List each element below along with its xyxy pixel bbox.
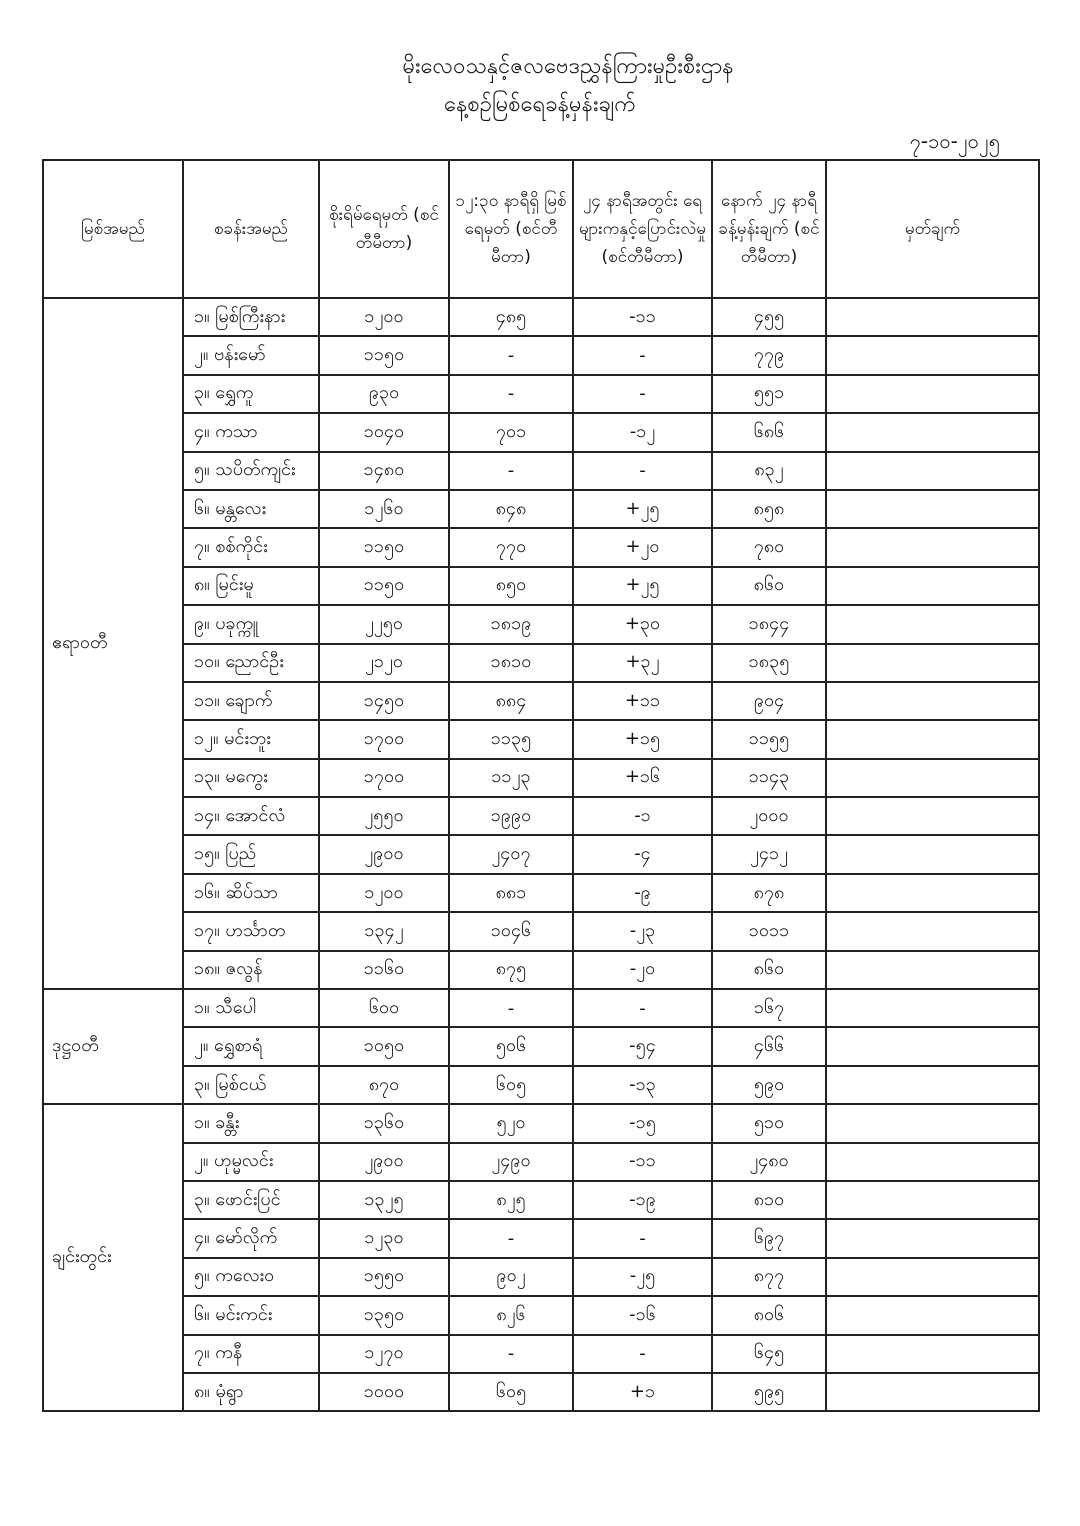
current-level-cell: - — [449, 336, 573, 374]
table-row — [43, 375, 1039, 413]
table-row — [43, 759, 1039, 797]
station-name-cell: ၃။ ရွှေကူ — [183, 375, 319, 413]
danger-level-cell: ၁၃၂၅ — [319, 1181, 449, 1219]
danger-level-cell: ၈၇၀ — [319, 1066, 449, 1104]
station-name-cell: ၁၁။ ချောက် — [183, 682, 319, 720]
current-level-cell: - — [449, 375, 573, 413]
table-row — [43, 528, 1039, 566]
column-header-forecast: နောက် ၂၄ နာရီ ခန့်မှန်းချက် (စင်တီမီတာ) — [712, 160, 826, 298]
remarks-cell — [826, 452, 1039, 490]
danger-level-cell: ၁၂၀၀ — [319, 298, 449, 336]
forecast-cell: ၆၉၇ — [712, 1219, 826, 1257]
current-level-cell: ၉၀၂ — [449, 1258, 573, 1296]
current-level-cell: ၁၁၃၅ — [449, 720, 573, 758]
level-change-cell: -၁၉ — [573, 1181, 712, 1219]
level-change-cell: - — [573, 452, 712, 490]
danger-level-cell: ၁၃၅၀ — [319, 1296, 449, 1334]
station-name-cell: ၁။ သီပေါ — [183, 989, 319, 1027]
remarks-cell — [826, 490, 1039, 528]
forecast-cell: ၂၄၈၀ — [712, 1143, 826, 1181]
level-change-cell: -၅၄ — [573, 1027, 712, 1065]
danger-level-cell: ၁၄၅၀ — [319, 682, 449, 720]
level-change-cell: -၁ — [573, 797, 712, 835]
remarks-cell — [826, 874, 1039, 912]
remarks-cell — [826, 951, 1039, 989]
forecast-cell: ၂၀၀၀ — [712, 797, 826, 835]
level-change-cell: +၁ — [573, 1373, 712, 1411]
station-name-cell: ၅။ သပိတ်ကျင်း — [183, 452, 319, 490]
current-level-cell: ၁၁၂၃ — [449, 759, 573, 797]
station-name-cell: ၁၂။ မင်းဘူး — [183, 720, 319, 758]
station-name-cell: ၃။ မြစ်ငယ် — [183, 1066, 319, 1104]
danger-level-cell: ၁၂၃၀ — [319, 1219, 449, 1257]
remarks-cell — [826, 1373, 1039, 1411]
forecast-cell: ၅၉၅ — [712, 1373, 826, 1411]
current-level-cell: ၆၀၅ — [449, 1066, 573, 1104]
remarks-cell — [826, 1066, 1039, 1104]
remarks-cell — [826, 989, 1039, 1027]
station-name-cell: ၁၈။ ဇလွန် — [183, 951, 319, 989]
table-row — [43, 1181, 1039, 1219]
current-level-cell: ၈၂၆ — [449, 1296, 573, 1334]
danger-level-cell: ၁၀၄၀ — [319, 413, 449, 451]
table-row — [43, 1066, 1039, 1104]
table-row — [43, 1143, 1039, 1181]
station-name-cell: ၉။ ပခုက္ကူ — [183, 605, 319, 643]
forecast-cell: ၄၅၅ — [712, 298, 826, 336]
remarks-cell — [826, 567, 1039, 605]
station-name-cell: ၁၄။ အောင်လံ — [183, 797, 319, 835]
table-row — [43, 874, 1039, 912]
current-level-cell: ၈၅၀ — [449, 567, 573, 605]
remarks-cell — [826, 759, 1039, 797]
table-row — [43, 298, 1039, 336]
station-name-cell: ၇။ စစ်ကိုင်း — [183, 528, 319, 566]
danger-level-cell: ၁၁၅၀ — [319, 336, 449, 374]
current-level-cell: ၈၈၄ — [449, 682, 573, 720]
forecast-cell: ၈၇၇ — [712, 1258, 826, 1296]
level-change-cell: - — [573, 1219, 712, 1257]
forecast-cell: ၁၆၇ — [712, 989, 826, 1027]
station-name-cell: ၄။ မော်လိုက် — [183, 1219, 319, 1257]
danger-level-cell: ၂၂၅၀ — [319, 605, 449, 643]
level-change-cell: +၂၅ — [573, 567, 712, 605]
remarks-cell — [826, 1296, 1039, 1334]
table-row — [43, 1027, 1039, 1065]
remarks-cell — [826, 1143, 1039, 1181]
station-name-cell: ၂။ ဟုမ္မလင်း — [183, 1143, 319, 1181]
level-change-cell: -၁၅ — [573, 1104, 712, 1142]
station-name-cell: ၆။ မန္တလေး — [183, 490, 319, 528]
danger-level-cell: ၂၁၂၀ — [319, 644, 449, 682]
station-name-cell: ၆။ မင်းကင်း — [183, 1296, 319, 1334]
level-change-cell: - — [573, 989, 712, 1027]
document-title: မိုးလေဝသနှင့်ဇလဗေဒညွှန်ကြားမှုဦးစီးဌာန — [402, 54, 734, 79]
level-change-cell: -၁၁ — [573, 1143, 712, 1181]
remarks-cell — [826, 1104, 1039, 1142]
river-name-cell: ဧရာဝတီ — [43, 298, 183, 989]
table-row — [43, 1335, 1039, 1373]
danger-level-cell: ၁၅၅၀ — [319, 1258, 449, 1296]
danger-level-cell: ၁၂၆၀ — [319, 490, 449, 528]
danger-level-cell: ၁၇၀၀ — [319, 720, 449, 758]
forecast-cell: ၆၄၅ — [712, 1335, 826, 1373]
table-row — [43, 1219, 1039, 1257]
forecast-cell: ၈၇၈ — [712, 874, 826, 912]
station-name-cell: ၈။ မုံရွာ — [183, 1373, 319, 1411]
current-level-cell: ၈၄၈ — [449, 490, 573, 528]
station-name-cell: ၁၇။ ဟင်္သာတ — [183, 912, 319, 950]
table-row — [43, 1296, 1039, 1334]
current-level-cell: ၇၀၁ — [449, 413, 573, 451]
current-level-cell: ၄၈၅ — [449, 298, 573, 336]
current-level-cell: - — [449, 1219, 573, 1257]
remarks-cell — [826, 1335, 1039, 1373]
document-subtitle: နေ့စဉ်မြစ်ရေခန့်မှန်းချက် — [444, 92, 636, 117]
forecast-cell: ၁၈၄၄ — [712, 605, 826, 643]
forecast-cell: ၅၉၀ — [712, 1066, 826, 1104]
remarks-cell — [826, 605, 1039, 643]
column-header-station: စခန်းအမည် — [183, 160, 319, 298]
current-level-cell: ၅၂၀ — [449, 1104, 573, 1142]
danger-level-cell: ၁၇၀၀ — [319, 759, 449, 797]
forecast-cell: ၈၅၈ — [712, 490, 826, 528]
column-header-remarks: မှတ်ချက် — [826, 160, 1039, 298]
remarks-cell — [826, 1258, 1039, 1296]
column-header-current-level: ၁၂:၃၀ နာရီရှိ မြစ်ရေမှတ် (စင်တီမီတာ) — [449, 160, 573, 298]
current-level-cell: ၇၇၀ — [449, 528, 573, 566]
current-level-cell: ၁၈၁၀ — [449, 644, 573, 682]
river-forecast-table — [42, 159, 1040, 1412]
forecast-cell: ၆၈၆ — [712, 413, 826, 451]
remarks-cell — [826, 298, 1039, 336]
forecast-cell: ၈၀၆ — [712, 1296, 826, 1334]
forecast-cell: ၈၃၂ — [712, 452, 826, 490]
station-name-cell: ၃။ ဖောင်းပြင် — [183, 1181, 319, 1219]
level-change-cell: -၄ — [573, 835, 712, 873]
table-row — [43, 835, 1039, 873]
table-row — [43, 644, 1039, 682]
remarks-cell — [826, 528, 1039, 566]
table-row — [43, 797, 1039, 835]
forecast-cell: ၁၈၃၅ — [712, 644, 826, 682]
current-level-cell: - — [449, 1335, 573, 1373]
remarks-cell — [826, 797, 1039, 835]
level-change-cell: +၁၁ — [573, 682, 712, 720]
forecast-cell: ၁၁၅၅ — [712, 720, 826, 758]
station-name-cell: ၁၆။ ဆိပ်သာ — [183, 874, 319, 912]
current-level-cell: ၆၀၅ — [449, 1373, 573, 1411]
danger-level-cell: ၁၂၀၀ — [319, 874, 449, 912]
level-change-cell: - — [573, 336, 712, 374]
current-level-cell: ၈၈၁ — [449, 874, 573, 912]
current-level-cell: ၂၄၀၇ — [449, 835, 573, 873]
danger-level-cell: ၁၀၅၀ — [319, 1027, 449, 1065]
current-level-cell: - — [449, 452, 573, 490]
forecast-cell: ၈၆၀ — [712, 951, 826, 989]
report-date: ၇-၁၀-၂၀၂၅ — [909, 129, 1000, 153]
table-row — [43, 989, 1039, 1027]
station-name-cell: ၁၃။ မကွေး — [183, 759, 319, 797]
table-row — [43, 605, 1039, 643]
station-name-cell: ၁။ မြစ်ကြီးနား — [183, 298, 319, 336]
current-level-cell: ၈၂၅ — [449, 1181, 573, 1219]
forecast-cell: ၉၀၄ — [712, 682, 826, 720]
danger-level-cell: ၁၃၄၂ — [319, 912, 449, 950]
remarks-cell — [826, 1219, 1039, 1257]
station-name-cell: ၈။ မြင်းမူ — [183, 567, 319, 605]
level-change-cell: -၉ — [573, 874, 712, 912]
column-header-danger-level: စိုးရိမ်ရေမှတ် (စင်တီမီတာ) — [319, 160, 449, 298]
table-row — [43, 1258, 1039, 1296]
current-level-cell: ၅၀၆ — [449, 1027, 573, 1065]
level-change-cell: -၁၂ — [573, 413, 712, 451]
level-change-cell: +၁၅ — [573, 720, 712, 758]
remarks-cell — [826, 720, 1039, 758]
level-change-cell: +၁၆ — [573, 759, 712, 797]
table-row — [43, 490, 1039, 528]
level-change-cell: - — [573, 375, 712, 413]
level-change-cell: -၂၀ — [573, 951, 712, 989]
table-row — [43, 951, 1039, 989]
forecast-cell: ၁၁၄၃ — [712, 759, 826, 797]
danger-level-cell: ၉၃၀ — [319, 375, 449, 413]
forecast-cell: ၅၅၁ — [712, 375, 826, 413]
danger-level-cell: ၂၅၅၀ — [319, 797, 449, 835]
forecast-cell: ၂၄၁၂ — [712, 835, 826, 873]
table-row — [43, 720, 1039, 758]
river-name-cell: ဒုဋ္ဌဝတီ — [43, 989, 183, 1104]
station-name-cell: ၁၀။ ညောင်ဦး — [183, 644, 319, 682]
level-change-cell: -၂၅ — [573, 1258, 712, 1296]
remarks-cell — [826, 1027, 1039, 1065]
station-name-cell: ၂။ ရွှေစာရံ — [183, 1027, 319, 1065]
forecast-cell: ၈၁၀ — [712, 1181, 826, 1219]
forecast-cell: ၇၈၀ — [712, 528, 826, 566]
column-header-change: ၂၄ နာရီအတွင်း ရေများကနှင့်ပြောင်းလဲမှု (စင်တီမီတာ) — [573, 160, 712, 298]
danger-level-cell: ၁၀၀၀ — [319, 1373, 449, 1411]
remarks-cell — [826, 835, 1039, 873]
forecast-cell: ၁၀၁၁ — [712, 912, 826, 950]
level-change-cell: -၁၃ — [573, 1066, 712, 1104]
remarks-cell — [826, 375, 1039, 413]
level-change-cell: +၃၀ — [573, 605, 712, 643]
current-level-cell: - — [449, 989, 573, 1027]
current-level-cell: ၁၉၉၀ — [449, 797, 573, 835]
station-name-cell: ၅။ ကလေးဝ — [183, 1258, 319, 1296]
level-change-cell: -၂၃ — [573, 912, 712, 950]
table-row — [43, 452, 1039, 490]
danger-level-cell: ၁၁၆၀ — [319, 951, 449, 989]
current-level-cell: ၁၀၄၆ — [449, 912, 573, 950]
remarks-cell — [826, 912, 1039, 950]
station-name-cell: ၄။ ကသာ — [183, 413, 319, 451]
table-row — [43, 682, 1039, 720]
level-change-cell: - — [573, 1335, 712, 1373]
danger-level-cell: ၂၉၀၀ — [319, 1143, 449, 1181]
forecast-cell: ၅၁၀ — [712, 1104, 826, 1142]
level-change-cell: +၃၂ — [573, 644, 712, 682]
remarks-cell — [826, 413, 1039, 451]
remarks-cell — [826, 336, 1039, 374]
level-change-cell: +၂၀ — [573, 528, 712, 566]
station-name-cell: ၇။ ကနီ — [183, 1335, 319, 1373]
river-name-cell: ချင်းတွင်း — [43, 1104, 183, 1411]
forecast-cell: ၄၆၆ — [712, 1027, 826, 1065]
station-name-cell: ၁။ ခန္တီး — [183, 1104, 319, 1142]
danger-level-cell: ၆၀၀ — [319, 989, 449, 1027]
table-header-row — [43, 160, 1039, 298]
forecast-cell: ၈၆၀ — [712, 567, 826, 605]
table-row — [43, 1373, 1039, 1411]
level-change-cell: +၂၅ — [573, 490, 712, 528]
danger-level-cell: ၁၃၆၀ — [319, 1104, 449, 1142]
remarks-cell — [826, 1181, 1039, 1219]
remarks-cell — [826, 682, 1039, 720]
remarks-cell — [826, 644, 1039, 682]
danger-level-cell: ၁၁၅၀ — [319, 567, 449, 605]
danger-level-cell: ၁၄၈၀ — [319, 452, 449, 490]
forecast-cell: ၇၇၉ — [712, 336, 826, 374]
danger-level-cell: ၁၁၅၀ — [319, 528, 449, 566]
station-name-cell: ၁၅။ ပြည် — [183, 835, 319, 873]
danger-level-cell: ၂၉၀၀ — [319, 835, 449, 873]
station-name-cell: ၂။ ဗန်းမော် — [183, 336, 319, 374]
table-row — [43, 912, 1039, 950]
level-change-cell: -၁၆ — [573, 1296, 712, 1334]
current-level-cell: ၂၄၉၀ — [449, 1143, 573, 1181]
danger-level-cell: ၁၂၇၀ — [319, 1335, 449, 1373]
level-change-cell: -၁၁ — [573, 298, 712, 336]
current-level-cell: ၁၈၁၉ — [449, 605, 573, 643]
current-level-cell: ၈၇၅ — [449, 951, 573, 989]
table-row — [43, 336, 1039, 374]
table-row — [43, 1104, 1039, 1142]
table-row — [43, 413, 1039, 451]
table-row — [43, 567, 1039, 605]
column-header-river: မြစ်အမည် — [43, 160, 183, 298]
